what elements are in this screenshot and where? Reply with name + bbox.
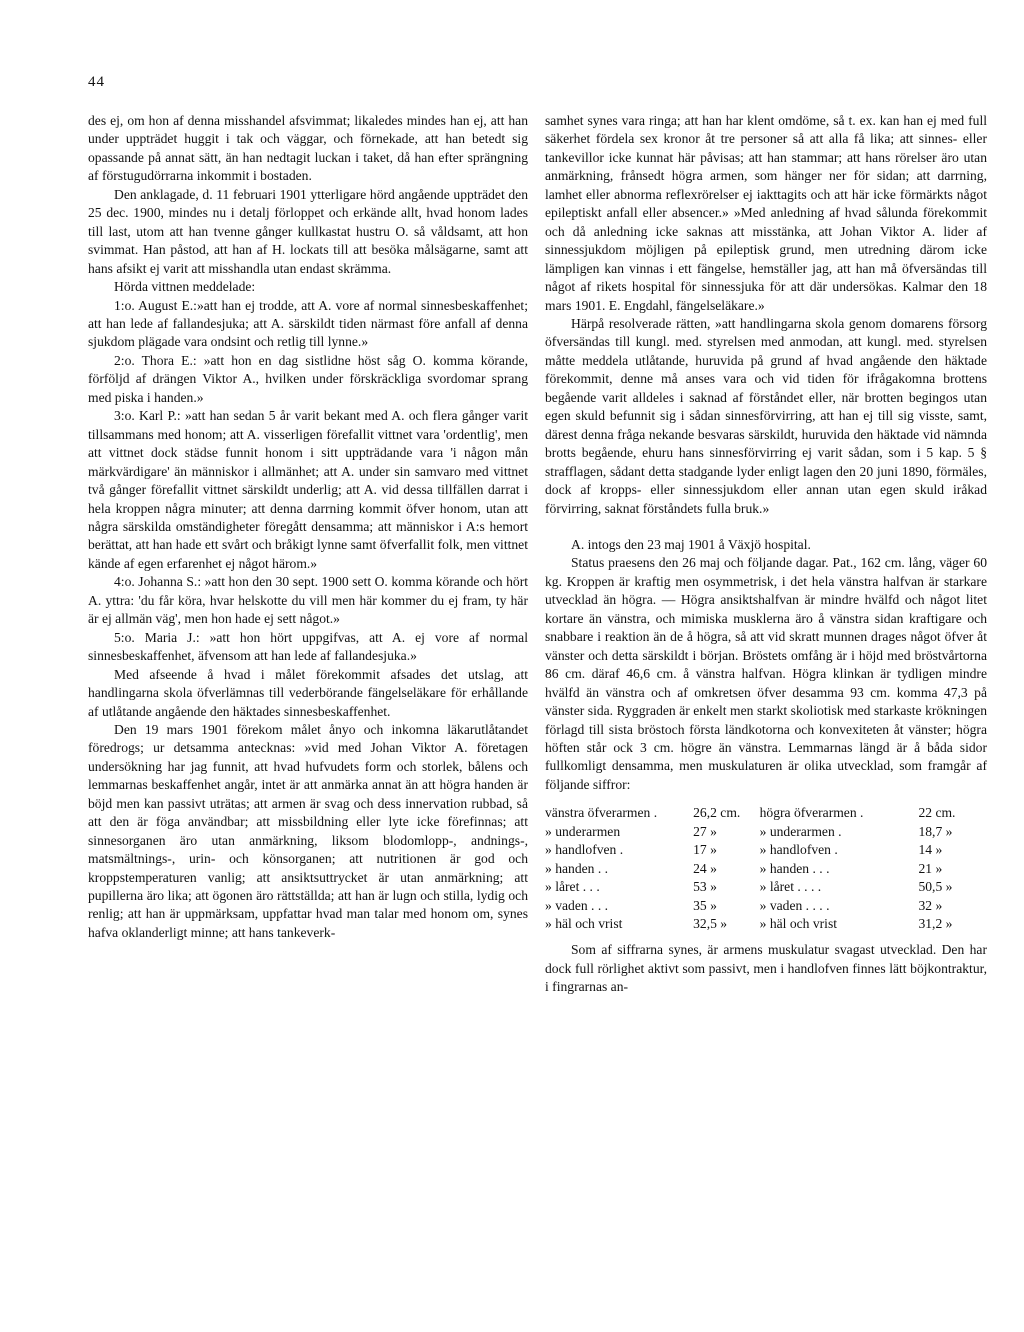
measurement-left-value: 53 »: [693, 879, 717, 895]
paragraph: samhet synes vara ringa; att han har klent omdöme, så t. ex. kan han ej med full säkerhet fördela sex kronor åt tre personer så att alla få lika; att sinnes- eller tankevillor icke kunnat här påvisas; att han stammar; att hans rörelser äro utan anmärkning, frånsedt högra armen, som hänger ner för sidan; att darrning, lamhet eller abnorma reflexrörelser ej iakttagits och att här icke förmärkts något epileptiskt anfall eller absencer.» »Med anledning af hvad sålunda förekommit och då anledning icke saknas att misstänka, att Johan Viktor A. lider af sinnessjukdom möjligen på epileptisk grund, men utredning därom icke lämpligen kan vinnas i ett fängelse, hemställer jag, att han må öfversändas till något af rikets hospital för sinnessjuka för att där undersökas. Kalmar den 18 mars 1901. E. Engdahl, fängelseläkare.»: [545, 113, 987, 313]
paragraph: Som af siffrarna synes, är armens muskulatur svagast utvecklad. Den har dock full rörlighet aktivt som passivt, men i handlofven finnes lätt böjkontraktur, i fingrarnas an-: [545, 942, 987, 995]
measurement-left-label: » vaden . . .: [545, 897, 609, 913]
measurement-left-value: 27 »: [693, 823, 717, 839]
measurement-left-label: » handlofven .: [545, 842, 624, 858]
measurement-right-label: » häl och vrist: [759, 916, 838, 932]
paragraph: Härpå resolverade rätten, »att handlingarna skola genom domarens försorg öfversändas till kungl. med. styrelsen med anmodan, att kungl. med. styrelsen måtte meddela utlåtande, huruvida på grund af hvad angående den häktade förekommit, denne må anses vara och vid tiden för ifrågakomna brottens begående varit alldeles i saknad af förståndet eller, när brotten begingos utan egen skuld befunnit sig i sådan sinnesförvirring, att han ej till sig visste, samt, därest denna fråga nekande besvaras särskildt, huruvida den häktade vid nämnda brotts begående, ehuru hans sinnesförvirring ej varit sådan, som i 5 kap. 5 § strafflagen, sådant detta stadgande lyder enligt lagen den 20 juni 1890, förmäles, dock af kropps- eller sinnessjukdom eller annan utan egen skuld iråkad förvirring, saknat förståndets fulla bruk.»: [545, 315, 987, 516]
measurement-right-label: » underarmen .: [759, 823, 842, 839]
measurement-right-label: » vaden . . . .: [759, 897, 830, 913]
measurement-left-value: 17 »: [693, 842, 717, 858]
measurement-right-label: » handen . . .: [759, 860, 830, 876]
measurement-row: [545, 897, 985, 915]
measurement-right-value: 21 »: [918, 860, 943, 876]
witness-statement: 5:o. Maria J.: »att hon hört uppgifvas, att A. ej vore af normal sinnesbeskaffenhet, äfvensom att han lede af fallandesjuka.»: [88, 629, 528, 664]
witness-statement: 4:o. Johanna S.: »att hon den 30 sept. 1900 sett O. komma körande och hört A. yttra: 'du får köra, hvar helskotte du vill men här kommer du ej fram, ty här är ej allmän väg', men hon hade ej sett något.»: [88, 574, 528, 627]
measurement-right-value: 14 »: [918, 842, 943, 858]
measurement-row: [545, 860, 985, 878]
measurement-right-value: 50,5 »: [918, 879, 953, 895]
paragraph: des ej, om hon af denna misshandel afsvimmat; likaledes mindes han ej, att han under uppträdet huggit i tak och väggar, och förnekade, att han betedt sig opassande på annat sätt, än han nedtagit luckan i taket, då han efter sprängning af förstugudörrarna inkommit i bostaden.: [88, 113, 528, 184]
measurement-left-label: » handen . .: [545, 860, 609, 876]
witness-statement: 2:o. Thora E.: »att hon en dag sistlidne höst såg O. komma körande, förföljd af drängen Viktor A., hvilken under förskräckliga svordomar sprang med piska i handen.»: [88, 352, 528, 405]
measurement-left-value: 24 »: [693, 860, 717, 876]
measurement-right-label: » låret . . . .: [759, 879, 822, 895]
right-column: [545, 112, 987, 997]
measurement-right-label: » handlofven .: [759, 842, 838, 858]
paragraph: Status praesens den 26 maj och följande dagar. Pat., 162 cm. lång, väger 60 kg. Kroppen är kraftig men osymmetrisk, i det hela vänstra halfvan är starkare utvecklad än högra. — Högra ansiktshalfvan är mindre hvälfd och något litet kortare än vänstra, och mimiska musklerna äro å vänstra sidan kraftigare och snabbare i reaktion än de å högra, så att vid skratt munnen drages något öfver åt vänster och detta särskildt i början. Bröstets omfång är i höjd med bröstvårtorna 86 cm. däraf 46,6 cm. å vänstra halfvan. Högra klinkan är tydligen mindre hvälfd än vänstra och af omkretsen öfver desamma 93 cm. komma 47,3 på vänster sida. Ryggraden är enkelt men starkt skoliotisk med starkaste krökningen förlagd till sista bröstoch första ländkotorna och konvexiteten åt vänster; högra höften står ock 3 cm. högre än vänstra. Lemmarnas längd är å båda sidor fullkomligt densamma, men muskulaturen är olika utvecklad, som framgår af följande siffror:: [545, 555, 987, 792]
measurement-left-label: » häl och vrist: [545, 916, 623, 932]
measurement-row: [545, 841, 985, 859]
measurement-right-value: 22 cm.: [918, 805, 956, 821]
measurement-right-value: 32 »: [918, 897, 943, 913]
measurement-row: [545, 878, 985, 896]
measurement-left-label: vänstra öfverarmen .: [545, 805, 658, 821]
measurement-row: [545, 823, 985, 841]
measurement-left-value: 26,2 cm.: [693, 805, 741, 821]
witness-statement: 3:o. Karl P.: »att han sedan 5 år varit bekant med A. och flera gånger varit tillsammans med honom; att A. visserligen förefallit vittnet vara 'ordentlig', men att vittnet dock städse funnit honom i sitt uppträdande vara 'i någon mån märkvärdigare' än människor i allmänhet; att A. under sin samvaro med vittnet två gånger förefallit vittnet särskildt underlig; att A. vid dessa tillfällen darrat i hela kroppen några minuter; att denna darrning kommit öfver honom, utan att några särskilda omständigheter föregått densamma; att människor i A:s hemort berättat, att han hade ett svårt och bråkigt lynne samt öfverfallit folk, men vittnet kände af egen erfarenhet ej något härom.»: [88, 408, 528, 571]
paragraph: Den anklagade, d. 11 februari 1901 ytterligare hörd angående uppträdet den 25 dec. 1900, mindes nu i detalj förloppet och erkände allt, hvad honom lades till last, utom att han tvenne gånger kullkastat hustru O. så våldsamt, att hon svimmat. Han påstod, att han af H. lockats till att besöka målsägarne, samt att hans afsikt ej varit att misshandla utan endast skrämma.: [88, 186, 528, 276]
measurement-left-label: » underarmen: [545, 823, 621, 839]
measurement-left-value: 32,5 »: [693, 916, 728, 932]
section-gap: [545, 518, 987, 536]
paragraph: Med afseende å hvad i målet förekommit afsades det utslag, att handlingarna skola öfverlämnas till vederbörande fängelseläkare för erhållande af utlåtande angående den häktades sinnesbeskaffenhet.: [88, 666, 528, 719]
paragraph: Hörda vittnen meddelade:: [114, 279, 256, 295]
measurement-row: [545, 804, 985, 822]
measurement-left-label: » låret . . .: [545, 879, 600, 895]
paragraph: A. intogs den 23 maj 1901 å Växjö hospital.: [571, 536, 811, 552]
measurement-right-label: högra öfverarmen .: [759, 805, 864, 821]
measurement-row: [545, 915, 985, 933]
paragraph: Den 19 mars 1901 förekom målet ånyo och inkomna läkarutlåtandet föredrogs; ur detsamma antecknas: »vid med Johan Viktor A. företagen undersökning har jag funnit, att hvad hufvudets form och storlek, bålens och lemmarnas beskaffenhet angår, intet är att anmärka annat än att högra handen är böjd men kan passivt uträtas; att armen är svag och dess innervation rubbad, så att den är föga användbar; att missbildning eller lyte icke förefinnas; att sinnesorganen äro utan anmärkning, liksom blodomlopp-, andnings-, matsmältnings-, urin- och könsorganen; att nutritionen är god och kroppstemperaturen vanlig; att ansiktsuttrycket är utan anmärkning; att pupillerna äro lika; att ögonen äro rättställda; att han är lugn och stilla, lydig och renlig; att han är uppmärksam, uppfattar hvad man talar med honom om, synes hafva oklanderligt minne; att hans tankeverk-: [88, 721, 528, 940]
left-column: [88, 112, 528, 942]
measurement-right-value: 31,2 »: [918, 916, 953, 932]
witness-statement: 1:o. August E.:»att han ej trodde, att A. vore af normal sinnesbeskaffenhet; att han lede af fallandesjuka; att A. särskildt tiden närmast före anfall af denna sjukdom plägade vara ondsint och retlig till lynne.»: [88, 297, 528, 350]
measurement-table: [545, 804, 985, 933]
measurement-right-value: 18,7 »: [918, 823, 953, 839]
page-number: 44: [88, 74, 105, 90]
measurement-left-value: 35 »: [693, 897, 717, 913]
